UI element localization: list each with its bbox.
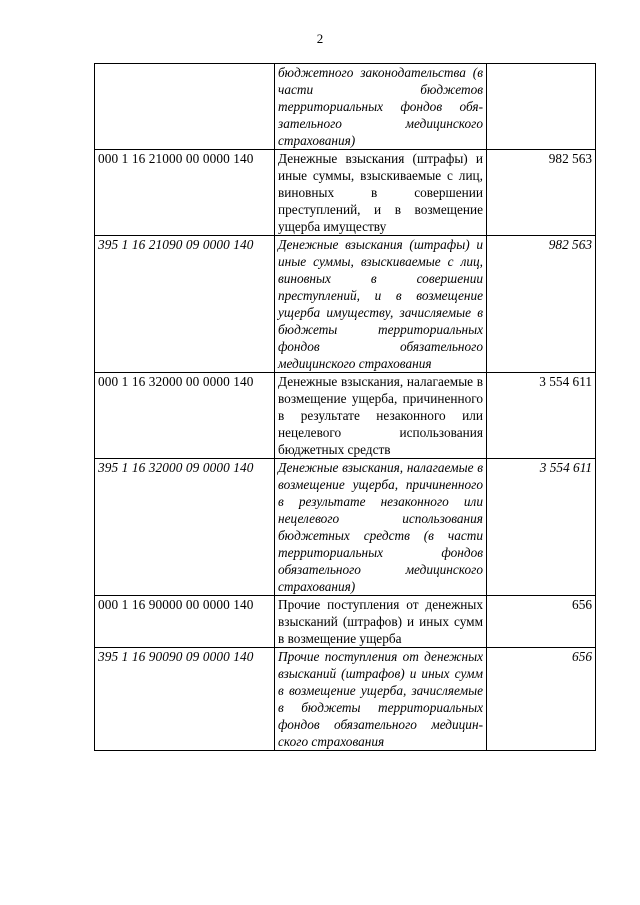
amount-cell: 656 <box>487 648 596 751</box>
budget-code-cell: 395 1 16 90090 09 0000 140 <box>95 648 275 751</box>
amount-cell: 982 563 <box>487 150 596 236</box>
budget-code-cell <box>95 64 275 150</box>
amount-cell: 3 554 611 <box>487 373 596 459</box>
amount-cell: 3 554 611 <box>487 459 596 596</box>
amount-cell: 982 563 <box>487 236 596 373</box>
description-cell: Денежные взыскания, налагаемые в возмещение ущерба, причиненного в результате незаконного или нецелевого использования бюджетных средств (в части территориальных фондов обязательного медицинского страхования) <box>275 459 487 596</box>
table-row <box>95 236 596 373</box>
description-cell: Денежные взыскания (штрафы) и иные суммы, взыскиваемые с лиц, виновных в совершении преступлений, и в возмещение ущерба имуществу, зачисляемые в бюджеты территориальных фондов обязательного медицинского страхования <box>275 236 487 373</box>
table-row <box>95 373 596 459</box>
table-row <box>95 64 596 150</box>
table-row <box>95 150 596 236</box>
amount-cell <box>487 64 596 150</box>
budget-code-cell: 000 1 16 90000 00 0000 140 <box>95 596 275 648</box>
revenue-table <box>94 63 596 751</box>
description-cell: Денежные взыскания (штрафы) и иные суммы, взыскиваемые с лиц, виновных в совершении преступлений, и в возмещение ущерба имуществу <box>275 150 487 236</box>
budget-code-cell: 395 1 16 21090 09 0000 140 <box>95 236 275 373</box>
description-cell: Прочие поступления от денежных взысканий (штрафов) и иных сумм в возмещение ущерба <box>275 596 487 648</box>
table-row <box>95 596 596 648</box>
budget-code-cell: 000 1 16 32000 00 0000 140 <box>95 373 275 459</box>
table-row <box>95 648 596 751</box>
description-cell: Денежные взыскания, налагаемые в возмещение ущерба, причиненного в результате незаконного или нецелевого использования бюджетных средств <box>275 373 487 459</box>
budget-code-cell: 395 1 16 32000 09 0000 140 <box>95 459 275 596</box>
description-cell: Прочие поступления от денежных взысканий (штрафов) и иных сумм в возмещение ущерба, зачисляемые в бюджеты территориальных фондов обязательного медицинского страхования <box>275 648 487 751</box>
page-number: 2 <box>316 31 324 46</box>
description-cell: бюджетного законодательства (в части бюджетов территориальных фондов обязательного медицинского страхования) <box>275 64 487 150</box>
table-row <box>95 459 596 596</box>
revenue-table-body <box>95 64 596 751</box>
amount-cell: 656 <box>487 596 596 648</box>
budget-code-cell: 000 1 16 21000 00 0000 140 <box>95 150 275 236</box>
